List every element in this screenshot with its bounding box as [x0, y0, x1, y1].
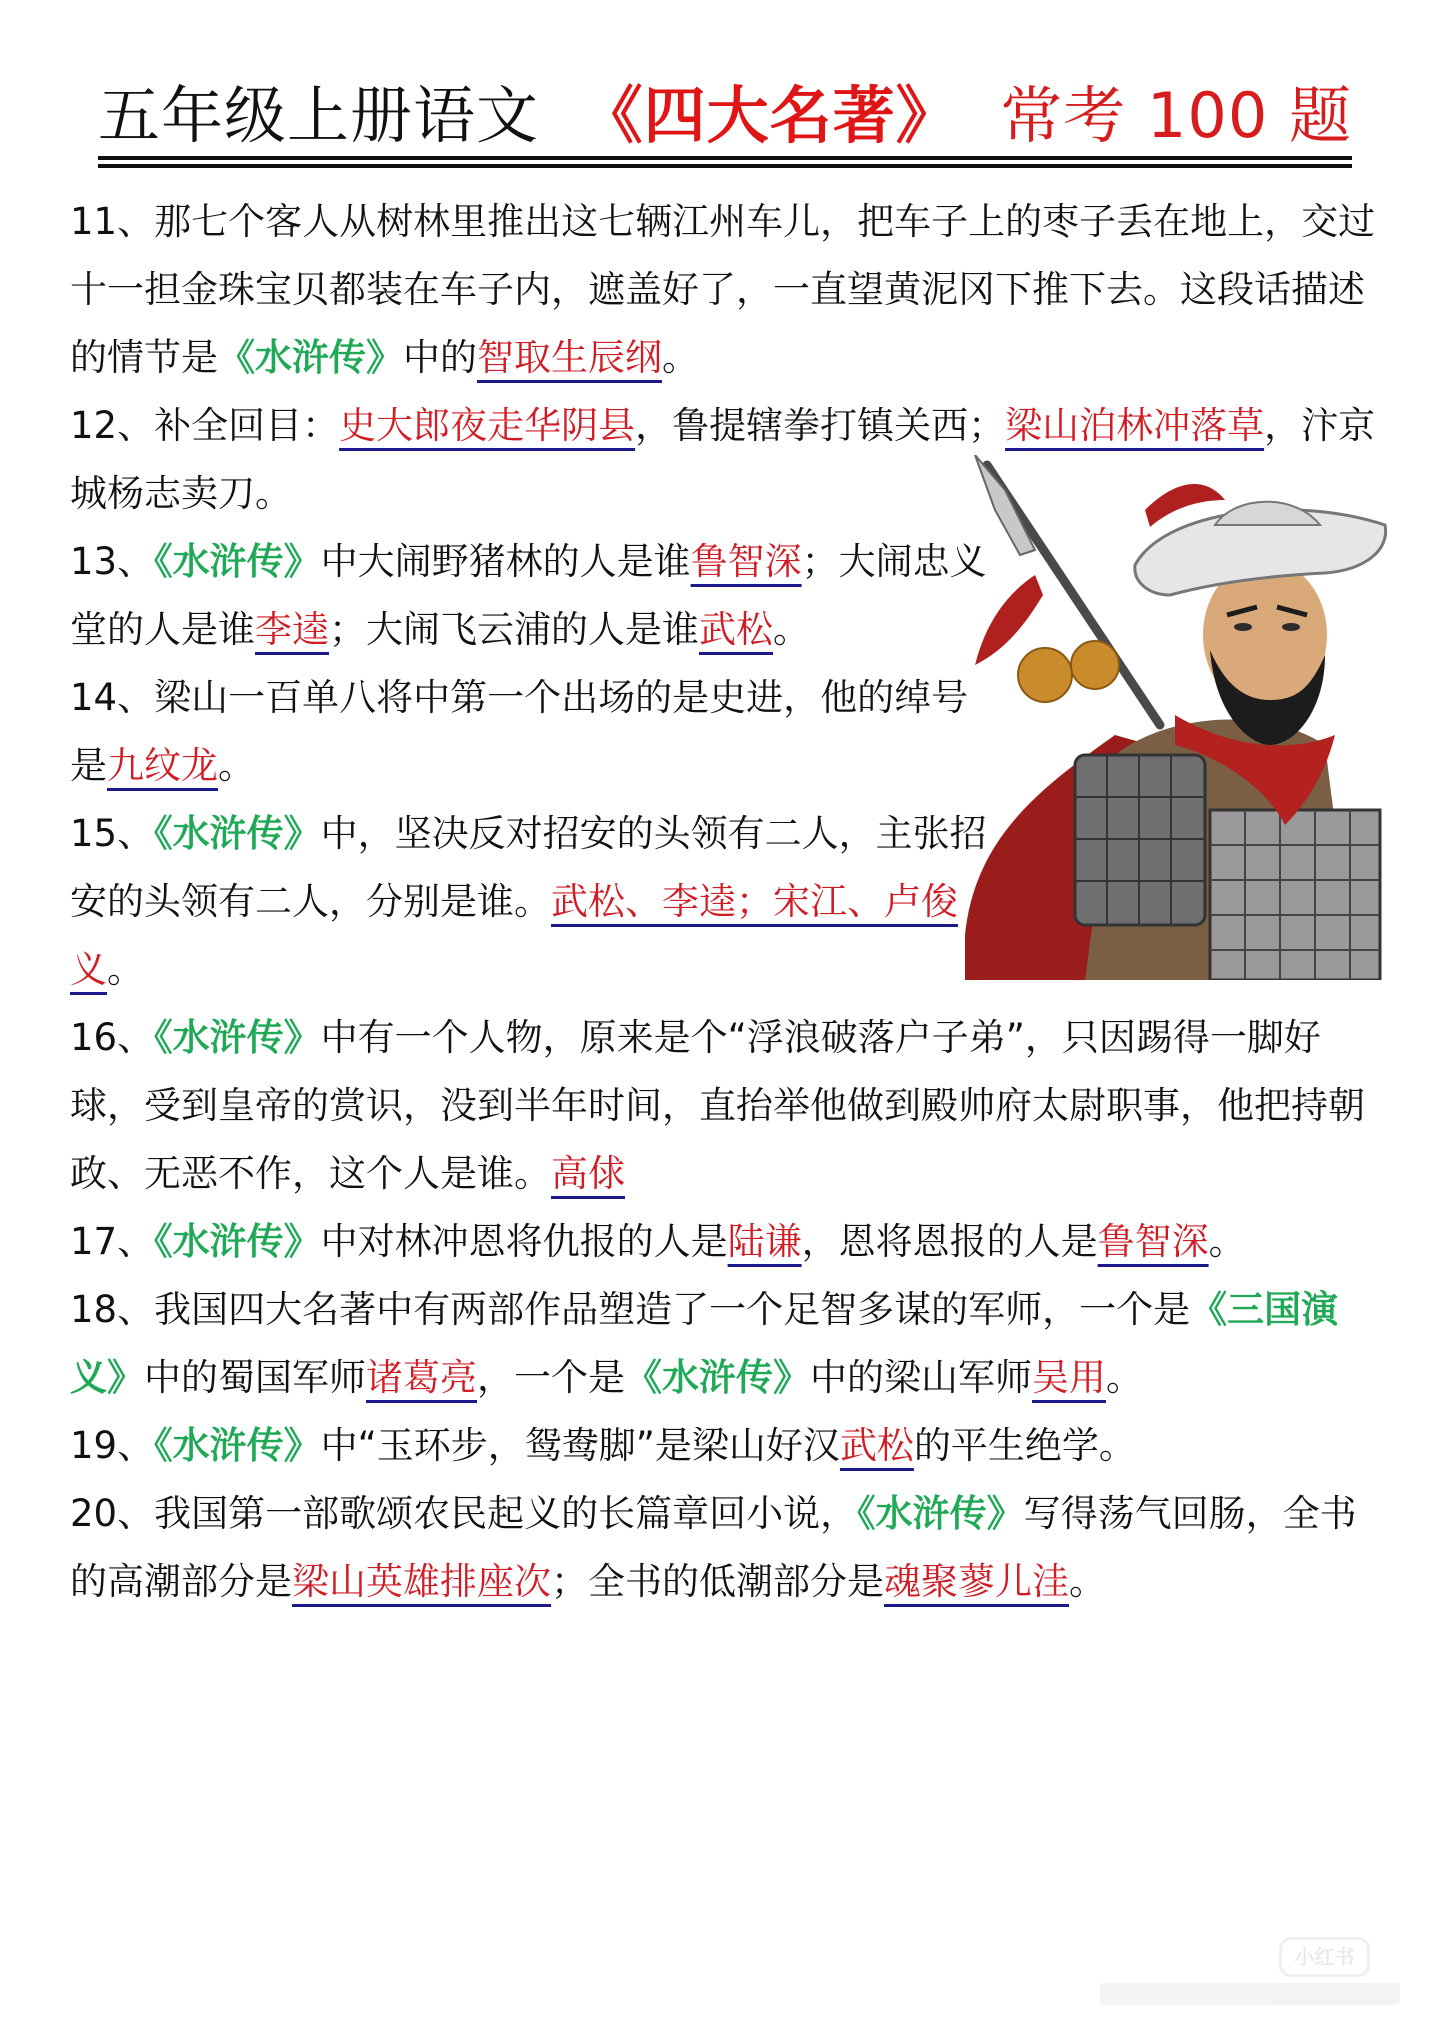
- book-title: 《水浒传》: [154, 812, 321, 855]
- question-16: [70, 1004, 1380, 1208]
- title-rule-bottom: [98, 164, 1352, 168]
- question-number: 13、: [70, 540, 155, 583]
- question-text: 。: [218, 744, 255, 787]
- question-text: 中，坚决反对招安的头领有二人，主张招安的头领有二人，分别是谁。: [70, 812, 987, 923]
- question-number: 12、: [70, 404, 155, 447]
- question-number: 16、: [70, 1016, 155, 1059]
- question-text: 。: [773, 608, 810, 651]
- question-20: [70, 1480, 1380, 1616]
- answer: 高俅: [551, 1152, 625, 1195]
- shoulder-armor: [1075, 755, 1205, 925]
- question-number: 20、: [70, 1492, 155, 1535]
- question-number: 18、: [70, 1288, 155, 1331]
- answer: 魂聚蓼儿洼: [884, 1560, 1069, 1603]
- question-text: 。: [1069, 1560, 1106, 1603]
- question-text: 中的: [403, 336, 477, 379]
- question-text: 写得荡气回肠，全书的高潮部分是: [70, 1492, 1357, 1603]
- watermark: [1070, 1937, 1400, 2017]
- question-text: 我国第一部歌颂农民起义的长篇章回小说，: [154, 1492, 858, 1535]
- title-suffix: 常考 100 题: [1000, 79, 1352, 152]
- question-text: ；大闹飞云浦的人是谁: [329, 608, 699, 651]
- question-text: 我国四大名著中有两部作品塑造了一个足智多谋的军师，一个是: [154, 1288, 1191, 1331]
- question-text: ，鲁提辖拳打镇关西；: [635, 404, 1006, 447]
- book-title: 《水浒传》: [218, 336, 403, 379]
- question-17: [70, 1208, 1380, 1276]
- book-title: 《水浒传》: [154, 1424, 321, 1467]
- question-text: 的平生绝学。: [913, 1424, 1136, 1467]
- answer: 九纹龙: [107, 744, 218, 787]
- answer: 智取生辰纲: [477, 336, 662, 379]
- question-text: 中有一个人物，原来是个“浮浪破落户子弟”，只因踢得一脚好球，受到皇帝的赏识，没到半年时间，直抬举他做到殿帅府太尉职事，他把持朝政、无恶不作，这个人是谁。: [70, 1016, 1365, 1195]
- question-text: ，一个是: [477, 1356, 625, 1399]
- book-title: 《水浒传》: [857, 1492, 1024, 1535]
- question-number: 15、: [70, 812, 155, 855]
- question-text: 中大闹野猪林的人是谁: [320, 540, 691, 583]
- question-text: 。: [107, 948, 144, 991]
- answer: 吴用: [1032, 1356, 1106, 1399]
- answer: 陆谦: [727, 1220, 802, 1263]
- title-prefix: 五年级上册语文: [98, 79, 540, 152]
- question-19: [70, 1412, 1380, 1480]
- book-title: 《水浒传》: [154, 1220, 321, 1263]
- title-book: 《四大名著》: [580, 79, 959, 152]
- question-number: 11、: [70, 200, 155, 243]
- question-text: 那七个客人从树林里推出这七辆江州车儿，把车子上的枣子丢在地上，交过十一担金珠宝贝都装在车子内，遮盖好了，一直望黄泥冈下推下去。这段话描述的情节是: [70, 200, 1376, 379]
- warrior-icon: [965, 455, 1395, 980]
- title-rule-top: [98, 156, 1352, 160]
- book-title: 《水浒传》: [154, 540, 321, 583]
- watermark-logo: 小红书: [1279, 1937, 1370, 1977]
- question-text: 中对林冲恩将仇报的人是: [320, 1220, 728, 1263]
- question-text: 补全回目：: [154, 404, 340, 447]
- answer: 李逵: [255, 608, 329, 651]
- question-text: 中“玉环步，鸳鸯脚”是梁山好汉: [320, 1424, 840, 1467]
- book-title: 《三国演义》: [70, 1288, 1339, 1399]
- page-header: [98, 78, 1352, 168]
- question-text: 中的蜀国军师: [144, 1356, 366, 1399]
- book-title: 《水浒传》: [625, 1356, 810, 1399]
- watermark-id-line: [1100, 1983, 1400, 2005]
- question-13: [70, 528, 1005, 664]
- answer: 武松: [839, 1424, 914, 1467]
- book-title: 《水浒传》: [154, 1016, 321, 1059]
- answer: 史大郎夜走华阴县: [339, 404, 636, 447]
- question-18: [70, 1276, 1380, 1412]
- question-15: [70, 800, 1005, 1004]
- question-text: 中的梁山军师: [810, 1356, 1032, 1399]
- page-title: [98, 78, 1352, 154]
- question-11: [70, 188, 1380, 392]
- question-text: 梁山一百单八将中第一个出场的是史进，他的绰号是: [70, 676, 969, 787]
- answer: 武松、李逵；宋江、卢俊义: [70, 880, 958, 991]
- question-text: ；全书的低潮部分是: [551, 1560, 884, 1603]
- question-text: 。: [1106, 1356, 1143, 1399]
- question-text: 。: [662, 336, 699, 379]
- question-text: ；大闹忠义堂的人是谁: [70, 540, 987, 651]
- answer: 鲁智深: [690, 540, 802, 583]
- question-number: 14、: [70, 676, 155, 719]
- answer: 武松: [699, 608, 773, 651]
- question-number: 19、: [70, 1424, 155, 1467]
- answer: 梁山泊林冲落草: [1005, 404, 1265, 447]
- chest-armor: [1210, 810, 1380, 980]
- answer: 诸葛亮: [366, 1356, 477, 1399]
- answer: 梁山英雄排座次: [292, 1560, 551, 1603]
- question-number: 17、: [70, 1220, 155, 1263]
- answer: 鲁智深: [1097, 1220, 1209, 1263]
- question-text: ，汴京城杨志卖刀。: [70, 404, 1376, 515]
- question-text: 。: [1208, 1220, 1246, 1263]
- warrior-illustration: [965, 455, 1395, 980]
- question-14: [70, 664, 1005, 800]
- question-text: ，恩将恩报的人是: [801, 1220, 1098, 1263]
